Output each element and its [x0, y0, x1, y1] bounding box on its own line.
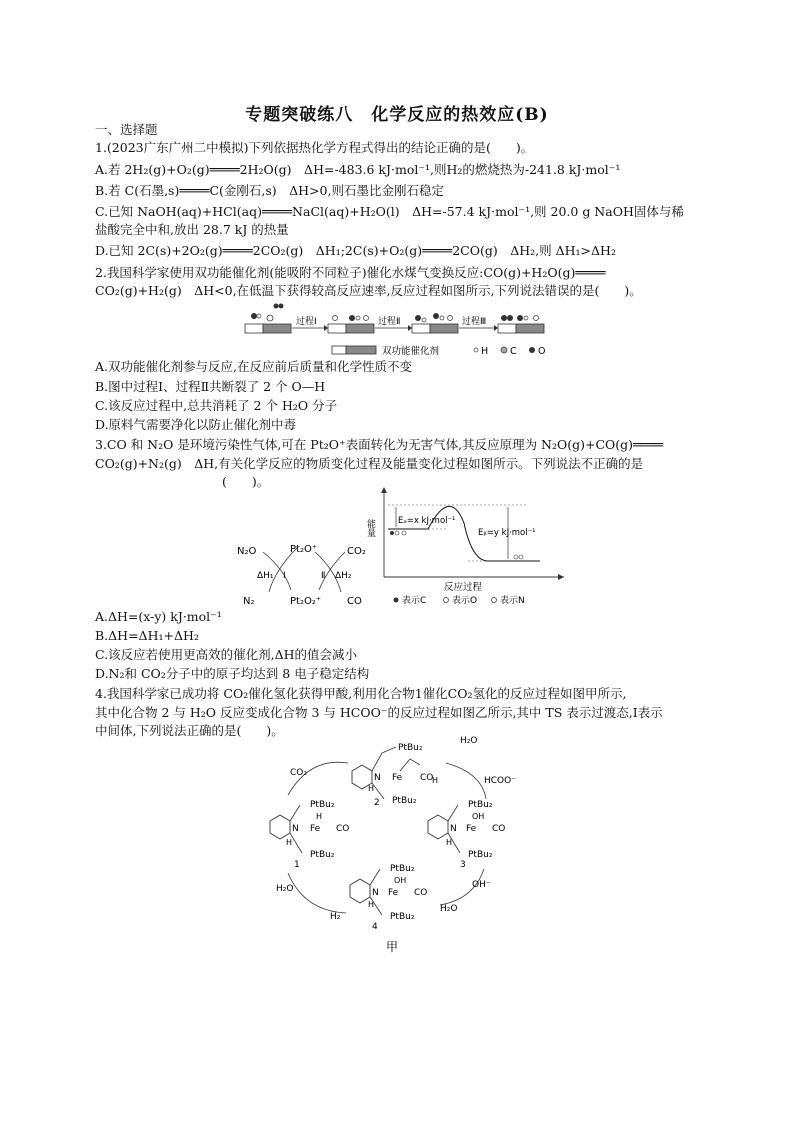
svg-text:H: H — [432, 776, 439, 785]
svg-text:PtBu₂: PtBu₂ — [310, 850, 335, 860]
compound-4 — [350, 864, 427, 932]
q3-option-d: D.N₂和 CO₂分子中的原子均达到 8 电子稳定结构 — [95, 666, 370, 681]
reagent-h2: H₂ — [330, 912, 341, 922]
compound-3-label: 3 — [460, 860, 466, 870]
q1-option-b: B.若 C(石墨,s)════C(金刚石,s) ΔH>0,则石墨比金刚石稳定 — [95, 183, 444, 198]
q2-step-1-label: 过程Ⅰ — [296, 317, 317, 327]
q3-ea-label: Eₐ=x kJ·mol⁻¹ — [398, 516, 456, 526]
q2-step-2-label: 过程Ⅱ — [378, 317, 401, 327]
svg-text:OH: OH — [394, 876, 407, 885]
compound-4-label: 4 — [372, 922, 378, 932]
legend-h-label: H — [481, 346, 489, 357]
q3-option-a: A.ΔH=(x-y) kJ·mol⁻¹ — [95, 609, 222, 624]
compound-2 — [352, 743, 438, 808]
q3-option-b: B.ΔH=ΔH₁+ΔH₂ — [95, 628, 199, 643]
compound-2-label: 2 — [374, 798, 380, 808]
q3-eb-label: Eᵦ=y kJ·mol⁻¹ — [478, 528, 536, 538]
svg-text:PtBu₂: PtBu₂ — [468, 800, 493, 810]
page-title: 专题突破练八 化学反应的热效应(B) — [245, 105, 549, 125]
compound-3 — [428, 800, 505, 870]
svg-text:PtBu₂: PtBu₂ — [390, 912, 415, 922]
q1-option-a: A.若 2H₂(g)+O₂(g)════2H₂O(g) ΔH=-483.6 kJ·mol⁻¹,则H₂的燃烧热为-241.8 kJ·mol⁻¹ — [95, 162, 621, 177]
catalyst-block-2 — [328, 315, 374, 333]
svg-text:Fe: Fe — [392, 773, 403, 783]
q3-legend-o-swatch — [444, 598, 449, 603]
q3-cycle-figure — [235, 530, 375, 610]
catalyst-block-3 — [412, 313, 458, 333]
q2-option-a: A.双功能催化剂参与反应,在反应前后质量和化学性质不变 — [95, 359, 412, 374]
q2-stem-cont: CO₂(g)+H₂(g) ΔH<0,在低温下获得较高反应速率,反应过程如图所示,下列说法错误的是( )。 — [95, 283, 642, 298]
svg-text:N: N — [450, 824, 457, 834]
svg-text:H: H — [368, 784, 375, 793]
svg-text:Fe: Fe — [388, 888, 399, 898]
svg-text:CO: CO — [492, 824, 506, 834]
q3-legend-n: 表示N — [500, 596, 525, 606]
q2-process-figure — [240, 302, 570, 358]
q3-dh1-label: ΔH₁ — [257, 571, 274, 581]
q3-n2-label: N₂ — [243, 596, 255, 607]
q3-legend-n-swatch — [492, 598, 497, 603]
svg-text:PtBu₂: PtBu₂ — [398, 743, 423, 753]
q3-n2o-label: N₂O — [237, 546, 257, 557]
reagent-co2: CO₂ — [290, 768, 307, 778]
q4-stem-cont: 其中化合物 2 与 H₂O 反应变成化合物 3 与 HCOO⁻的反应过程如图乙所示,其中 TS 表示过渡态,Ⅰ表示 — [95, 705, 663, 720]
q1-stem: 1.(2023广东广州二中模拟)下列依据热化学方程式得出的结论正确的是( )。 — [95, 140, 534, 155]
q3-stem: 3.CO 和 N₂O 是环境污染性气体,可在 Pt₂O⁺表面转化为无害气体,其反应原理为 N₂O(g)+CO(g)════ — [95, 437, 664, 452]
svg-text:H: H — [316, 812, 323, 821]
legend-o-label: O — [538, 346, 546, 357]
q1-option-c: C.已知 NaOH(aq)+HCl(aq)════NaCl(aq)+H₂O(l) ΔH=-57.4 kJ·mol⁻¹,则 20.0 g NaOH固体与稀 — [95, 204, 684, 219]
q1-option-c-cont: 盐酸完全中和,放出 28.7 kJ 的热量 — [95, 222, 289, 237]
svg-text:CO: CO — [336, 824, 350, 834]
product-h2o-right: H₂O — [440, 904, 458, 914]
q3-stem-end: ( )。 — [222, 474, 270, 489]
legend-h-swatch — [474, 348, 478, 352]
product-h2o-left: H₂O — [276, 884, 294, 894]
svg-text:CO: CO — [420, 773, 434, 783]
q3-legend-c: 表示C — [402, 596, 427, 606]
q3-energy-figure — [365, 485, 568, 607]
svg-text:OH: OH — [472, 812, 485, 821]
svg-text:PtBu₂: PtBu₂ — [390, 864, 415, 874]
svg-text:H: H — [368, 900, 375, 909]
svg-text:N: N — [374, 773, 381, 783]
svg-text:PtBu₂: PtBu₂ — [392, 796, 417, 806]
q3-co-label: CO — [347, 596, 362, 607]
q4-stem-end: 中间体,下列说法正确的是( )。 — [95, 723, 284, 738]
q2-option-d: D.原料气需要净化以防止催化剂中毒 — [95, 417, 297, 432]
svg-text:H: H — [446, 838, 453, 847]
svg-text:CO: CO — [414, 888, 428, 898]
legend-catalyst-swatch — [332, 346, 346, 354]
catalyst-block-4 — [498, 315, 544, 333]
svg-text:PtBu₂: PtBu₂ — [468, 850, 493, 860]
q3-y-axis-label: 能量 — [365, 519, 375, 537]
q3-roman-2: Ⅱ — [321, 571, 326, 581]
figure-label-jia: 甲 — [386, 940, 399, 954]
q2-option-c: C.该反应过程中,总共消耗了 2 个 H₂O 分子 — [95, 398, 338, 413]
svg-text:Fe: Fe — [310, 824, 321, 834]
svg-text:N: N — [292, 824, 299, 834]
q3-option-c: C.该反应若使用更高效的催化剂,ΔH的值会减小 — [95, 647, 357, 662]
compound-1-label: 1 — [294, 860, 300, 870]
legend-catalyst-label: 双功能催化剂 — [382, 346, 440, 357]
catalyst-block-1 — [245, 304, 291, 334]
q3-legend-c-swatch — [394, 598, 399, 603]
legend-o-swatch — [529, 347, 535, 353]
q2-stem: 2.我国科学家使用双功能催化剂(能吸附不同粒子)催化水煤气变换反应:CO(g)+H₂O(g)════ — [95, 265, 606, 280]
q4-stem: 4.我国科学家已成功将 CO₂催化氢化获得甲酸,利用化合物1催化CO₂氢化的反应过程如图甲所示, — [95, 686, 627, 701]
legend-c-swatch — [501, 347, 507, 353]
reagent-oh: OH⁻ — [472, 880, 491, 890]
q2-option-b: B.图中过程Ⅰ、过程Ⅱ共断裂了 2 个 O—H — [95, 379, 326, 394]
section-heading: 一、选择题 — [95, 122, 158, 137]
compound-1 — [270, 800, 349, 870]
q3-pt2o2-label: Pt₂O₂⁺ — [290, 596, 322, 607]
q3-dh2-label: ΔH₂ — [335, 571, 352, 581]
q3-stem-cont: CO₂(g)+N₂(g) ΔH,有关化学反应的物质变化过程及能量变化过程如图所示。下列说法不正确的是 — [95, 456, 644, 471]
q2-step-3-label: 过程Ⅲ — [462, 317, 487, 327]
q3-co2-label: CO₂ — [347, 546, 366, 557]
svg-text:Fe: Fe — [466, 824, 477, 834]
svg-text:PtBu₂: PtBu₂ — [310, 800, 335, 810]
product-hcoo: HCOO⁻ — [484, 776, 516, 786]
reagent-h2o-top: H₂O — [460, 736, 478, 746]
q3-pt2o-label: Pt₂O⁺ — [290, 544, 318, 555]
q3-roman-1: Ⅰ — [283, 571, 286, 581]
q1-option-d: D.已知 2C(s)+2O₂(g)════2CO₂(g) ΔH₁;2C(s)+O₂(g)════2CO(g) ΔH₂,则 ΔH₁>ΔH₂ — [95, 243, 616, 258]
legend-c-label: C — [510, 346, 517, 357]
q3-x-axis-label: 反应过程 — [444, 582, 483, 593]
svg-text:H: H — [286, 838, 293, 847]
q3-legend-o: 表示O — [452, 596, 478, 606]
svg-text:N: N — [372, 888, 379, 898]
q4-cycle-figure — [260, 735, 520, 960]
